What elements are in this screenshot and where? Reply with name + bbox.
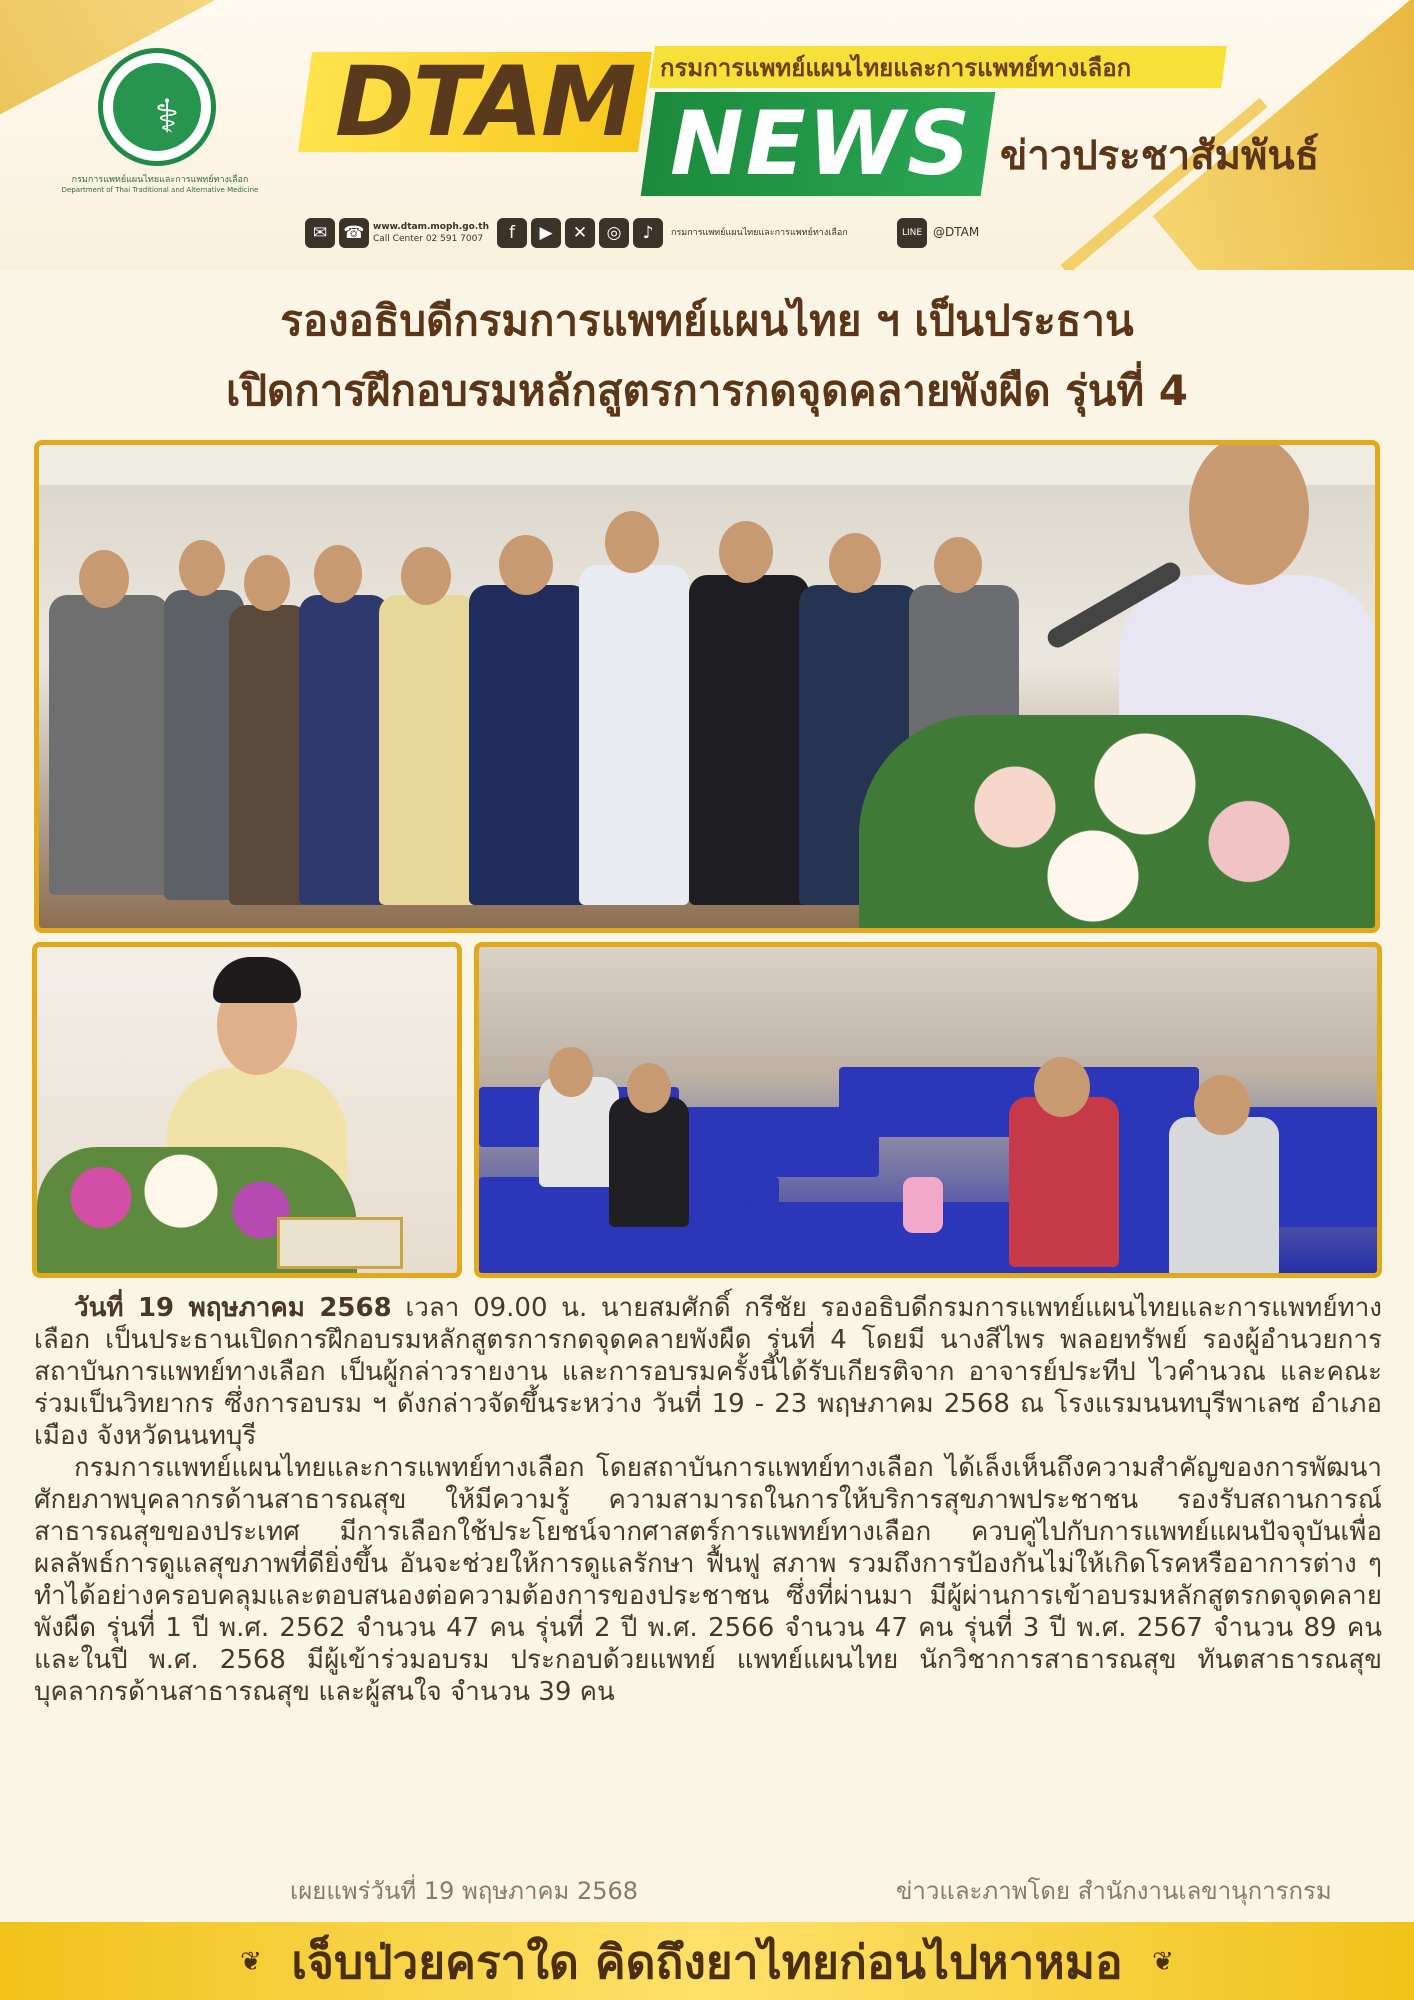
facebook-icon[interactable]: f (497, 218, 527, 248)
caduceus-icon: ⚕ (154, 89, 180, 143)
head (549, 1047, 593, 1097)
website-text[interactable]: www.dtam.moph.go.th (373, 222, 489, 232)
person (229, 605, 309, 905)
head (719, 521, 773, 583)
hair (213, 957, 301, 1003)
person (579, 565, 689, 905)
head (79, 550, 129, 608)
published-date: เผยแพร่วันที่ 19 พฤษภาคม 2568 (290, 1877, 639, 1905)
attendee (609, 1097, 689, 1227)
head (244, 555, 290, 611)
speaker-head (1189, 440, 1309, 585)
head (1194, 1075, 1250, 1135)
head (829, 533, 881, 593)
person (469, 585, 589, 905)
brand-dtam: DTAM (335, 46, 635, 158)
classroom-photo (474, 942, 1382, 1278)
slogan: เจ็บป่วยคราใด คิดถึงยาไทยก่อนไปหาหมอ (291, 1935, 1123, 1989)
person (49, 595, 169, 895)
person (379, 595, 479, 905)
flower-arrangement (859, 715, 1379, 933)
head (627, 1063, 671, 1113)
ministry-logo (98, 48, 216, 166)
head (605, 511, 659, 573)
head (934, 537, 982, 593)
head (401, 547, 451, 605)
credit-line: ข่าวและภาพโดย สำนักงานเลขานุการกรม (896, 1877, 1332, 1905)
person (299, 595, 389, 905)
social-account-name: กรมการแพทย์แผนไทยและการแพทย์ทางเลือก (671, 228, 848, 238)
line-id: @DTAM (933, 225, 980, 239)
x-icon[interactable]: ✕ (565, 218, 595, 248)
head (1034, 1057, 1090, 1117)
attendee (1169, 1117, 1279, 1277)
paragraph-2: กรมการแพทย์แผนไทยและการแพทย์ทางเลือก โดยสถาบันการแพทย์ทางเลือก ได้เล็งเห็นถึงความสำคัญของการพัฒนาศักยภาพบุคลากรด้านสาธารณสุข ให้มีความรู้ ความสามารถในการให้บริการสุขภาพประชาชน รองรับสถานการณ์สาธารณสุขของประเทศ มีการเลือกใช้ประโยชน์จากศาสตร์การแพทย์ทางเลือก ควบคู่ไปกับการแพทย์แผนปัจจุบันเพื่อผลลัพธ์การดูแลสุขภาพที่ดียิ่งขึ้น อันจะช่วยให้การดูแลรักษา ฟื้นฟู สภาพ รวมถึงการป้องกันไม่ให้เกิดโรคหรืออาการต่าง ๆ ทำได้อย่างครอบคลุมและตอบสนองต่อความต้องการของประชาชน ซึ่งที่ผ่านมา มีผู้ผ่านการเข้าอบรมหลักสูตรกดจุดคลายพังผืด รุ่นที่ 1 ปี พ.ศ. 2562 จำนวน 47 คน รุ่นที่ 2 ปี พ.ศ. 2566 จำนวน 47 คน รุ่นที่ 3 ปี พ.ศ. 2567 จำนวน 89 คน และในปี พ.ศ. 2568 มีผู้เข้าร่วมอบรม ประกอบด้วยแพทย์ แพทย์แผนไทย นักวิชาการสาธารณสุข ทันตสาธารณสุข บุคลากรด้านสาธารณสุข และผู้สนใจ จำนวน 39 คน (34, 1453, 1382, 1707)
head (499, 535, 553, 595)
phone-icon[interactable]: ☎ (339, 218, 369, 248)
person (689, 575, 809, 905)
logo-caption-en: Department of Thai Traditional and Alternative Medicine (61, 186, 259, 194)
ceiling (39, 445, 1375, 485)
department-name: กรมการแพทย์แผนไทยและการแพทย์ทางเลือก (660, 54, 1132, 82)
attendee (1009, 1097, 1119, 1267)
name-plate (277, 1217, 403, 1269)
mail-icon[interactable]: ✉ (305, 218, 335, 248)
line-icon[interactable]: LINE (897, 218, 927, 248)
logo-caption-th: กรมการแพทย์แผนไทยและการแพทย์ทางเลือก (71, 175, 249, 185)
paragraph-1-text: เวลา 09.00 น. นายสมศักดิ์ กรีชัย รองอธิบดีกรมการแพทย์แผนไทยและการแพทย์ทางเลือก เป็นประธานเปิดการฝึกอบรมหลักสูตรการกดจุดคลายพังผืด รุ่นที่ 4 โดยมี นางสีไพร พลอยทรัพย์ รองผู้อำนวยการสถาบันการแพทย์ทางเลือก เป็นผู้กล่าวรายงาน และการอบรมครั้งนี้ได้รับเกียรติจาก อาจารย์ประทีป ไวคำนวณ และคณะ ร่วมเป็นวิทยากร ซึ่งการอบรม ฯ ดังกล่าวจัดขึ้นระหว่าง วันที่ 19 - 23 พฤษภาคม 2568 ณ โรงแรมนนทบุรีพาเลซ อำเภอเมือง จังหวัดนนทบุรี (34, 1293, 1382, 1451)
masthead (0, 0, 1414, 270)
brand-news: NEWS (670, 92, 973, 195)
head (179, 540, 225, 596)
article-date: วันที่ 19 พฤษภาคม 2568 (74, 1293, 392, 1323)
paragraph-1 (34, 1292, 1382, 1452)
youtube-icon[interactable]: ▶ (531, 218, 561, 248)
head (314, 545, 362, 603)
logo-emblem (113, 63, 201, 151)
headline-line-1: รองอธิบดีกรมการแพทย์แผนไทย ฯ เป็นประธาน (280, 296, 1134, 345)
leaf-icon: ❦ (1152, 1947, 1174, 1977)
call-center-text: Call Center 02 591 7007 (373, 234, 484, 244)
section-label: ข่าวประชาสัมพันธ์ (1000, 133, 1320, 179)
leaf-icon: ❦ (240, 1947, 262, 1977)
tumbler (903, 1177, 943, 1233)
tiktok-icon[interactable]: ♪ (633, 218, 663, 248)
speaker-photo (32, 942, 462, 1278)
article-body (34, 1292, 1382, 1708)
headline-line-2: เปิดการฝึกอบรมหลักสูตรการกดจุดคลายพังผืด รุ่นที่ 4 (225, 366, 1189, 415)
instagram-icon[interactable]: ◎ (599, 218, 629, 248)
group-photo (34, 440, 1380, 933)
